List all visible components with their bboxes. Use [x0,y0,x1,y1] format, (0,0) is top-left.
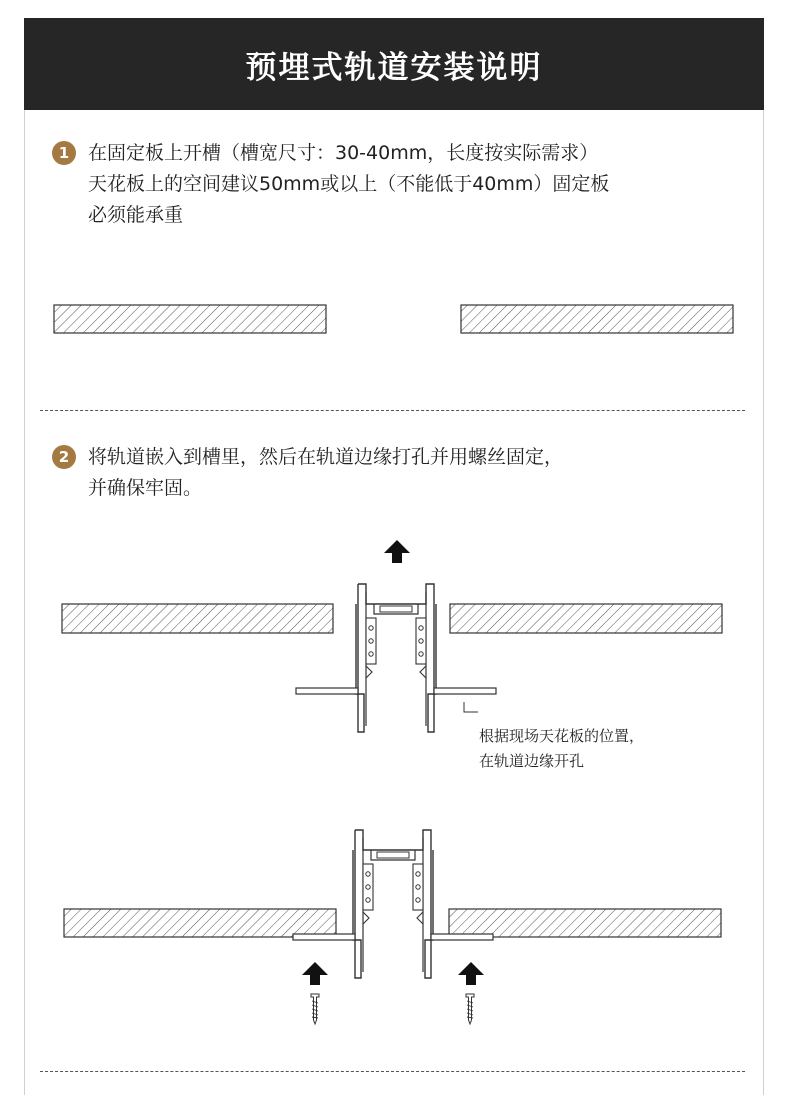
page-title: 预埋式轨道安装说明 [245,49,543,86]
ceiling-board-left [54,305,326,333]
ceiling-board-left [64,909,336,937]
ceiling-board-right [461,305,733,333]
screw-right-icon [466,994,474,1024]
step-2-line-1: 将轨道嵌入到槽里，然后在轨道边缘打孔并用螺丝固定， [88,446,564,468]
insert-up-arrow-icon [384,540,410,563]
step-2-number-badge: 2 [52,445,76,469]
screw-left-icon [311,994,319,1024]
screw-up-arrow-right-icon [458,962,484,985]
step-2-diagram-fixed [64,830,721,1024]
callout-note-line-2: 在轨道边缘开孔 [479,752,585,770]
callout-note-line-1: 根据现场天花板的位置， [479,727,645,745]
step-2-line-2: 并确保牢固。 [88,477,203,499]
step-1-diagram [54,305,733,333]
track-profile-installed [293,830,493,978]
step-1-line-2: 天花板上的空间建议50mm或以上（不能低于40mm）固定板 [88,173,610,195]
step-1-line-3: 必须能承重 [88,204,184,226]
ceiling-board-right [450,604,722,633]
step-2-diagram-insert [62,540,722,732]
step-1-line-1: 在固定板上开槽（槽宽尺寸：30-40mm，长度按实际需求） [88,142,599,164]
screw-up-arrow-left-icon [302,962,328,985]
callout-leader-line [464,702,478,712]
ceiling-board-left [62,604,333,633]
step-1-number-badge: 1 [52,141,76,165]
ceiling-board-right [449,909,721,937]
